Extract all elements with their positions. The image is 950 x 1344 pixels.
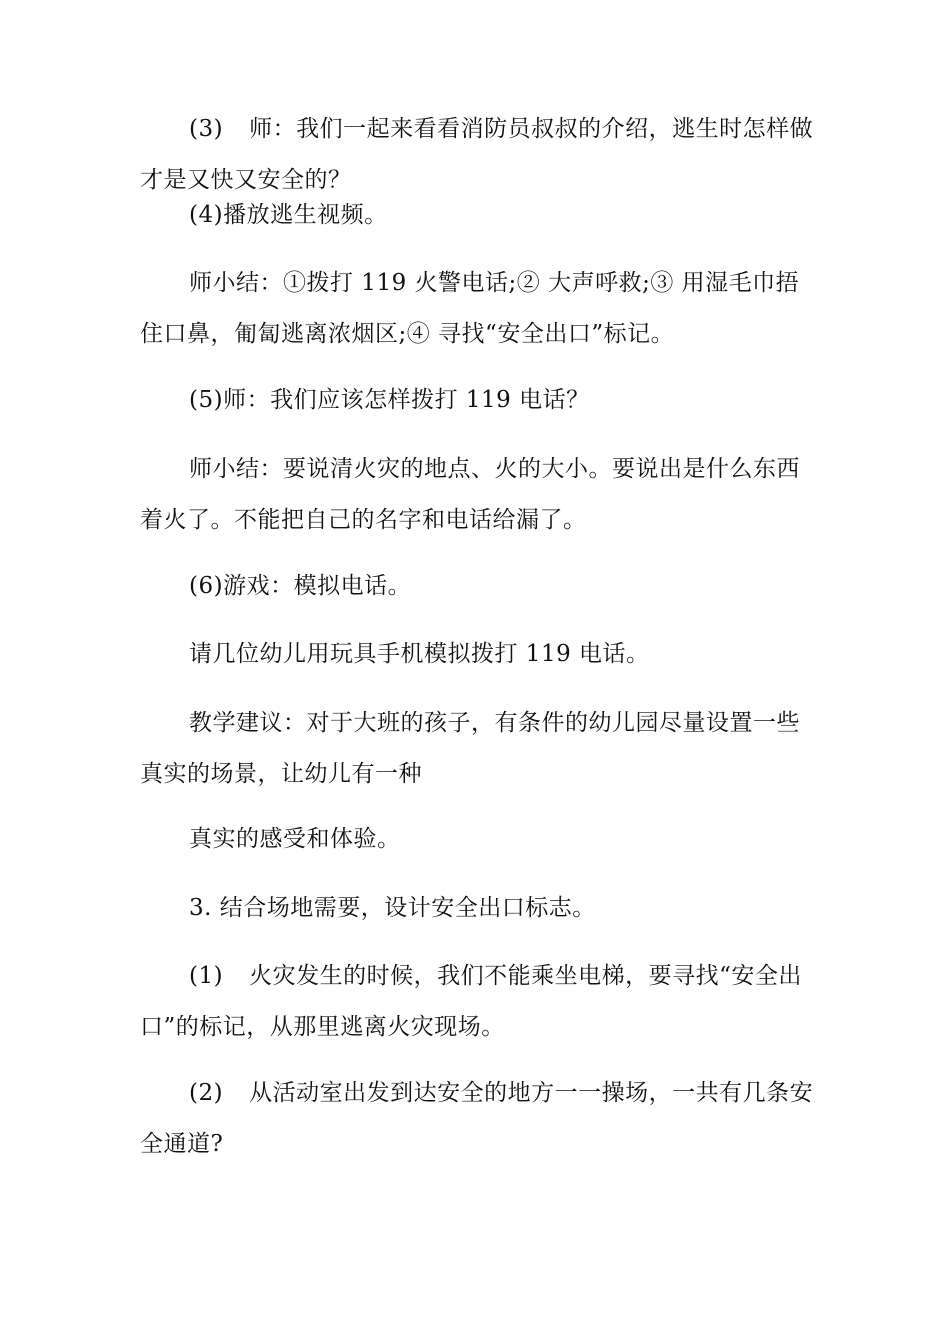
paragraph-5-how-to-call: (5)师：我们应该怎样拨打 119 电话？ [189, 387, 590, 413]
paragraph-teacher-summary-2: 师小结：要说清火灾的地点、火的大小。要说出是什么东西着火了。不能把自己的名字和电话给漏了。 [140, 456, 800, 533]
paragraph-text: 师：我们一起来看看消防员叔叔的介绍，逃生时怎样做才是又快又安全的？ [140, 116, 814, 193]
paragraph-teacher-summary-1: 师小结：①拨打 119 火警电话;② 大声呼救;③ 用湿毛巾捂住口鼻，匍匐逃离浓烟区;④ 寻找“安全出口”标记。 [140, 270, 800, 347]
paragraph-real-experience: 真实的感受和体验。 [189, 826, 401, 852]
paragraph-2-safe-passage [140, 1068, 820, 1170]
item-marker: (3) [189, 116, 224, 142]
paragraph-teaching-suggestion: 教学建议：对于大班的孩子，有条件的幼儿园尽量设置一些真实的场景，让幼儿有一种 [140, 710, 800, 787]
paragraph-1-fire-exit [140, 951, 820, 1053]
item-marker: (1) [189, 963, 224, 989]
paragraph-children-simulate: 请几位幼儿用玩具手机模拟拨打 119 电话。 [189, 641, 650, 667]
paragraph-section-3-heading: 3. 结合场地需要，设计安全出口标志。 [189, 895, 596, 921]
paragraph-text: 火灾发生的时候，我们不能乘坐电梯，要寻找“安全出口”的标记，从那里逃离火灾现场。 [140, 963, 802, 1040]
paragraph-4-play-video: (4)播放逃生视频。 [189, 202, 388, 228]
item-marker: (2) [189, 1080, 224, 1106]
paragraph-6-game: (6)游戏：模拟电话。 [189, 573, 412, 599]
paragraph-text: 从活动室出发到达安全的地方一一操场，一共有几条安全通道? [140, 1080, 814, 1157]
